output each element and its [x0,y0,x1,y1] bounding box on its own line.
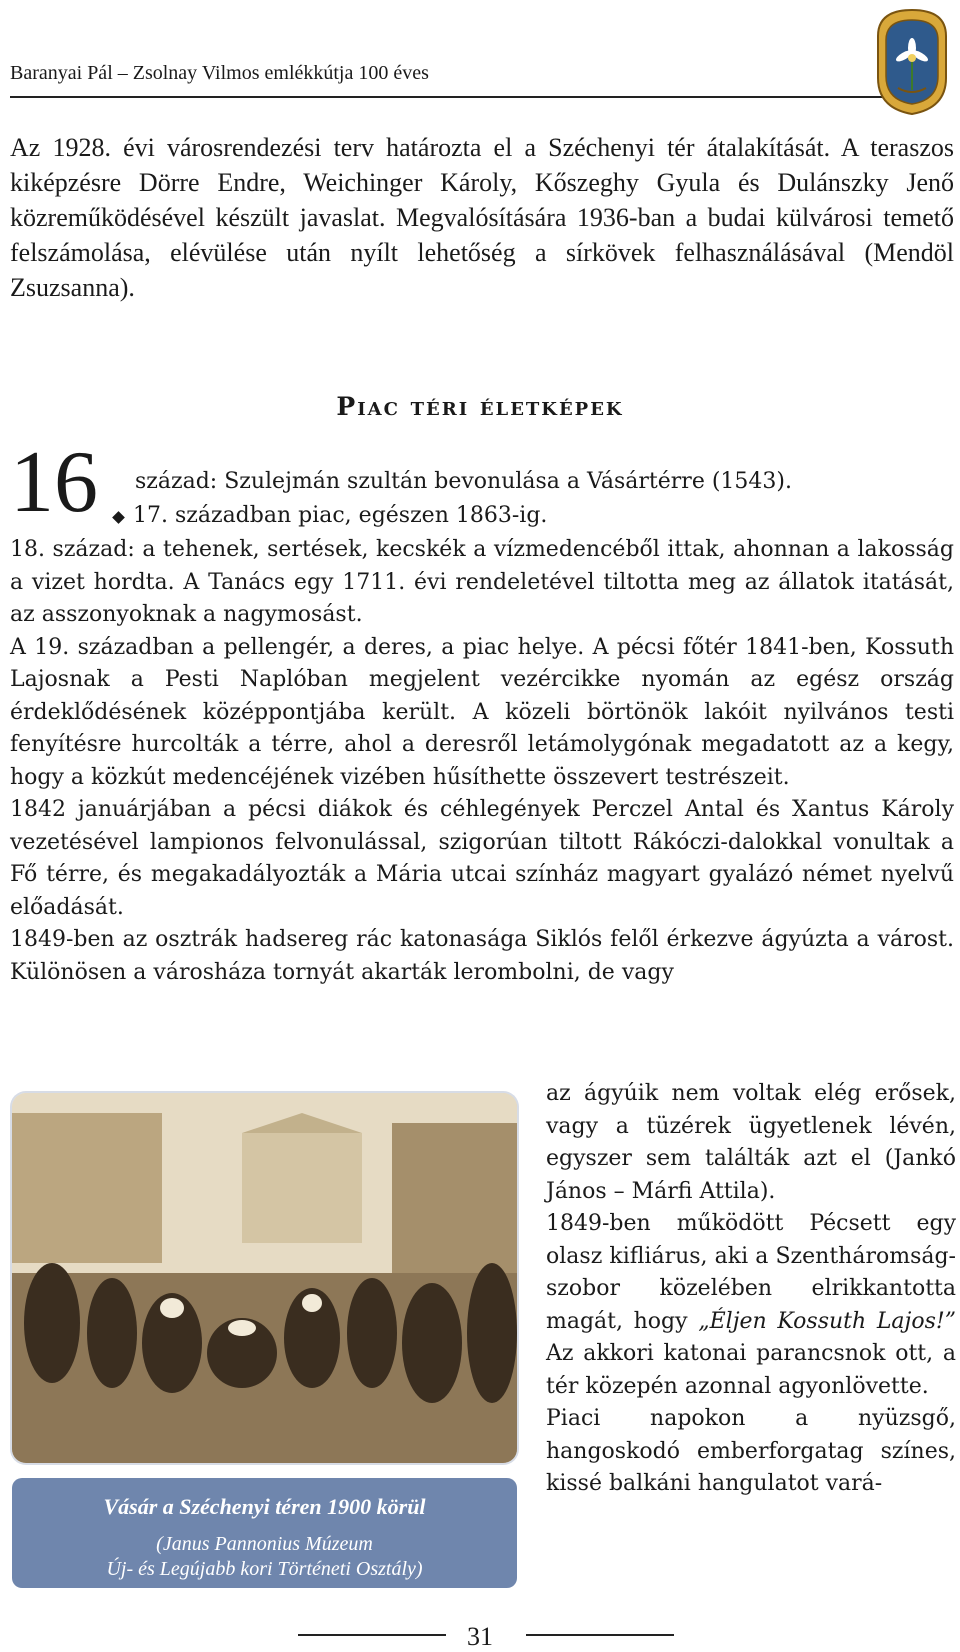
paragraph-kifliarus [546,1208,956,1403]
section-title: Piac téri életképek [336,392,624,421]
paragraph-1849-start: 1849-ben az osztrák hadsereg rác katonasága Siklós felől érkezve ágyúzta a várost. Különösen a városháza tornyát akarták lerombolni, de vagy [10,927,954,985]
paragraph-18th-century: 18. század: a tehenek, sertések, kecskék a vízmedencéből ittak, ahonnan a lakosság a vizet hordta. A Tanács egy 1711. évi rendeletével tiltotta meg az állatok itatását, az asszonyoknak a nagymosást. [10,537,954,627]
market-photo [12,1093,517,1463]
footer-rule-right [526,1634,674,1636]
caption-source-line-1: (Janus Pannonius Múzeum [156,1533,373,1555]
caption-title: Vásár a Széchenyi téren 1900 körül [103,1494,426,1519]
paragraph-1842: 1842 januárjában a pécsi diákok és céhlegények Perczel Antal és Xantus Károly vezetésével lampionos felvonulással, szigorúan tiltott Rákóczi-dalokkal vonultak a Fő térre, és megakadályozták a Mária utcai színház magyart gyalázó német nyelvű előadását. [10,797,954,920]
kifliarus-text-2: Az akkori katonai parancsnok ott, a tér közepén azonnal agyonlövette. [546,1341,956,1399]
mecsek-egyesulet-logo [870,6,954,118]
wrapped-column [546,1078,956,1501]
diamond-bullet-icon [112,511,125,524]
kifliarus-quote: „Éljen Kossuth Lajos!” [698,1308,956,1334]
main-text [10,534,954,989]
line-16th-century: század: Szulejmán szultán bevonulása a Vásártérre (1543). [135,469,792,494]
intro-paragraph: Az 1928. évi városrendezési terv határozta el a Széchenyi tér átalakítását. A teraszos kiképzésre Dörre Endre, Weichinger Károly, Kőszeghy Gyula és Dulánszky Jenő közreműködésével készült javaslat. Megvalósítására 1936-ban a budai külvárosi temető felszámolása, elévülése után nyílt lehetőség a sírkövek felhasználásával (Mendöl Zsuzsanna). [10,133,954,302]
line-17th-century: 17. században piac, egészen 1863-ig. [133,503,548,528]
paragraph-19th-century: A 19. században a pellengér, a deres, a piac helye. A pécsi főtér 1841-ben, Kossuth Lajosnak a Pesti Naplóban megjelent vezércikke nyomán az egész ország érdeklődésének középpontjába került. A közeli börtönök lakóit nyilvános testi fenyítésre hurcolták a térre, ahol a deresről letámolygónak megadatott az a kegy, hogy a közkút medencéjének vizében hűsíthette összevert testrészeit. [10,634,954,790]
paragraph-1849-end: az ágyúik nem voltak elég erősek, vagy a tüzérek ügyetlenek lévén, egyszer sem találták azt el (Jankó János – Márfi Attila). [546,1081,956,1204]
drop-number: 16 [10,434,98,531]
header-rule [10,96,882,98]
photo-caption [12,1478,517,1588]
paragraph-piaci-napokon: Piaci napokon a nyüzsgő, hangoskodó emberforgatag színes, kissé balkáni hangulatot vará- [546,1406,956,1496]
page-number: 31 [467,1622,493,1651]
caption-source-line-2: Új- és Legújabb kori Történeti Osztály) [106,1558,423,1580]
running-header: Baranyai Pál – Zsolnay Vilmos emlékkútja 100 éves [10,62,429,84]
kifliarus-text-1: 1849-ben működött Pécsett egy olasz kifliárus, aki a Szentháromság-szobor közelében elrikkantotta magát, hogy [546,1211,956,1334]
